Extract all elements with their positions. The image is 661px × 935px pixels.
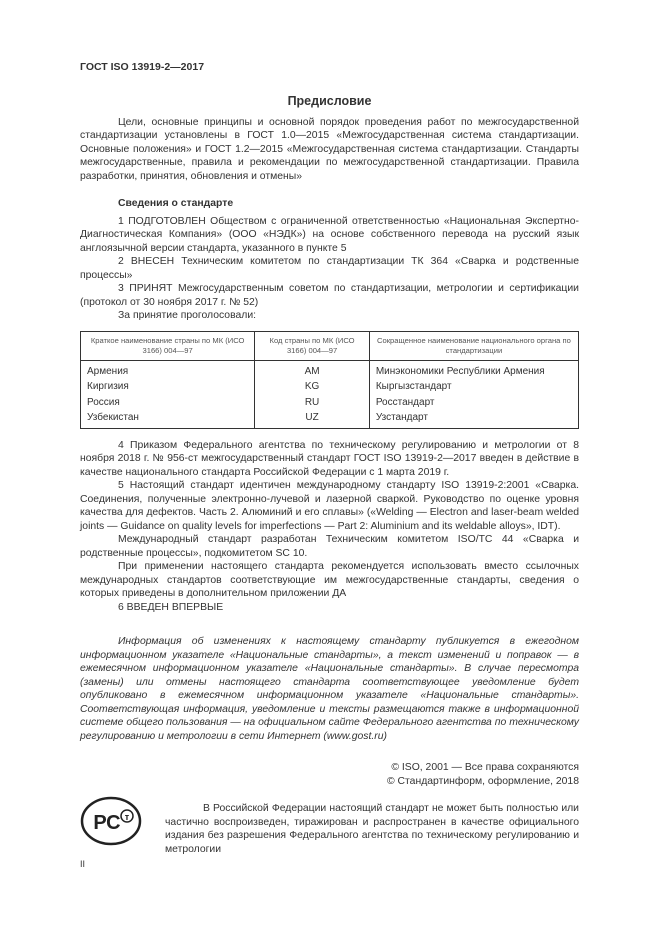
table-header: Сокращенное наименование национального органа по стандартизации	[369, 331, 578, 360]
svg-text:т: т	[124, 812, 130, 822]
standard-info-continued	[80, 439, 579, 615]
body-cell: Минэкономики Республики Армения	[369, 360, 578, 379]
info-item: За принятие проголосовали:	[118, 310, 257, 321]
table-row	[81, 395, 579, 411]
page-title: Предисловие	[287, 93, 372, 108]
info-item: 6 ВВЕДЕН ВПЕРВЫЕ	[118, 601, 224, 613]
code-cell: RU	[255, 395, 370, 411]
notice-block	[80, 635, 579, 743]
legal-notice	[165, 802, 579, 856]
info-item: 4 Приказом Федерального агентства по техническому регулированию и метрологии от 8 ноября 2018 г. № 956-ст межгосударственный стандарт ГОСТ ISO 13919-2—2017 введен в действие в качестве национального стандарта Российской Федерации с 1 марта 2019 г.	[80, 439, 579, 478]
page-number: II	[80, 859, 86, 869]
country-cell: Узбекистан	[81, 410, 255, 428]
info-item: 5 Настоящий стандарт идентичен международному стандарту ISO 13919-2:2001 «Сварка. Соединения, полученные электронно-лучевой и лазерной сваркой. Руководство по оценке уровня качества для дефектов. Часть 2. Алюминий и его сплавы» («Welding — Electron and laser-beam welded joints — Guidance on quality levels for imperfections — Part 2: Aluminium and its weldable alloys», IDT).	[80, 480, 579, 532]
intro-block	[80, 116, 579, 184]
section-title: Сведения о стандарте	[118, 198, 234, 209]
country-cell: Россия	[81, 395, 255, 411]
code-cell: UZ	[255, 410, 370, 428]
legal-row	[80, 796, 579, 856]
intro-paragraph: Цели, основные принципы и основной порядок проведения работ по межгосударственной стандартизации установлены в ГОСТ 1.0—2015 «Межгосударственная система стандартизации. Основные положения» и ГОСТ 1.2—2015 «Межгосударственная система стандартизации. Стандарты межгосударственные, правила и рекомендации по межгосударственной стандартизации. Правила разработки, принятия, обновления и отмены»	[80, 116, 579, 182]
country-cell: Киргизия	[81, 379, 255, 395]
standard-info-block	[80, 197, 579, 323]
country-cell: Армения	[81, 360, 255, 379]
code-cell: KG	[255, 379, 370, 395]
copyright-iso: © ISO, 2001 — Все права сохраняются	[391, 762, 579, 773]
voting-table	[80, 331, 579, 429]
info-item: 3 ПРИНЯТ Межгосударственным советом по стандартизации, метрологии и сертификации (протокол от 30 ноября 2017 г. № 52)	[80, 283, 579, 308]
table-header: Код страны по МК (ИСО 3166) 004—97	[255, 331, 370, 360]
copyright-block	[80, 761, 579, 788]
body-cell: Кыргызстандарт	[369, 379, 578, 395]
info-item: 1 ПОДГОТОВЛЕН Обществом с ограниченной ответственностью «Национальная Экспертно-Диагностическая Компания» (ООО «НЭДК») на основе собственного перевода на русский язык англоязычной версии стандарта, указанного в пункте 5	[80, 215, 579, 254]
document-header: ГОСТ ISO 13919-2—2017	[80, 61, 205, 73]
copyright-standartinform: © Стандартинформ, оформление, 2018	[386, 775, 579, 787]
notice-paragraph: Информация об изменениях к настоящему стандарту публикуется в ежегодном информационном указателе «Национальные стандарты», а текст изменений и поправок — в ежемесячном информационном указателе «Национальные стандарты». В случае пересмотра (замены) или отмены настоящего стандарта соответствующее уведомление будет опубликовано в ежемесячном информационном указателе «Национальные стандарты». Соответствующая информация, уведомление и тексты размещаются также в информационной системе общего пользования — на официальном сайте Федерального агентства по техническому регулированию и метрологии в сети Интернет (www.gost.ru)	[80, 636, 579, 742]
table-row	[81, 360, 579, 379]
info-item: При применении настоящего стандарта рекомендуется использовать вместо ссылочных международных стандартов соответствующие им межгосударственные стандарты, сведения о которых приведены в дополнительном приложении ДА	[80, 561, 579, 599]
rst-logo-icon	[80, 796, 142, 846]
info-item: Международный стандарт разработан Техническим комитетом ISO/TC 44 «Сварка и родственные процессы», подкомитетом SC 10.	[80, 534, 579, 559]
table-row	[81, 379, 579, 395]
svg-text:РС: РС	[93, 812, 121, 834]
info-item: 2 ВНЕСЕН Техническим комитетом по стандартизации ТК 364 «Сварка и родственные процессы»	[80, 256, 579, 281]
legal-paragraph: В Российской Федерации настоящий стандарт не может быть полностью или частично воспроизведен, тиражирован и распространен в качестве официального издания без разрешения Федерального агентства по техническому регулированию и метрологии	[165, 803, 579, 855]
table-header: Краткое наименование страны по МК (ИСО 3166) 004—97	[81, 331, 255, 360]
code-cell: AM	[255, 360, 370, 379]
body-cell: Росстандарт	[369, 395, 578, 411]
table-row	[81, 410, 579, 428]
body-cell: Узстандарт	[369, 410, 578, 428]
